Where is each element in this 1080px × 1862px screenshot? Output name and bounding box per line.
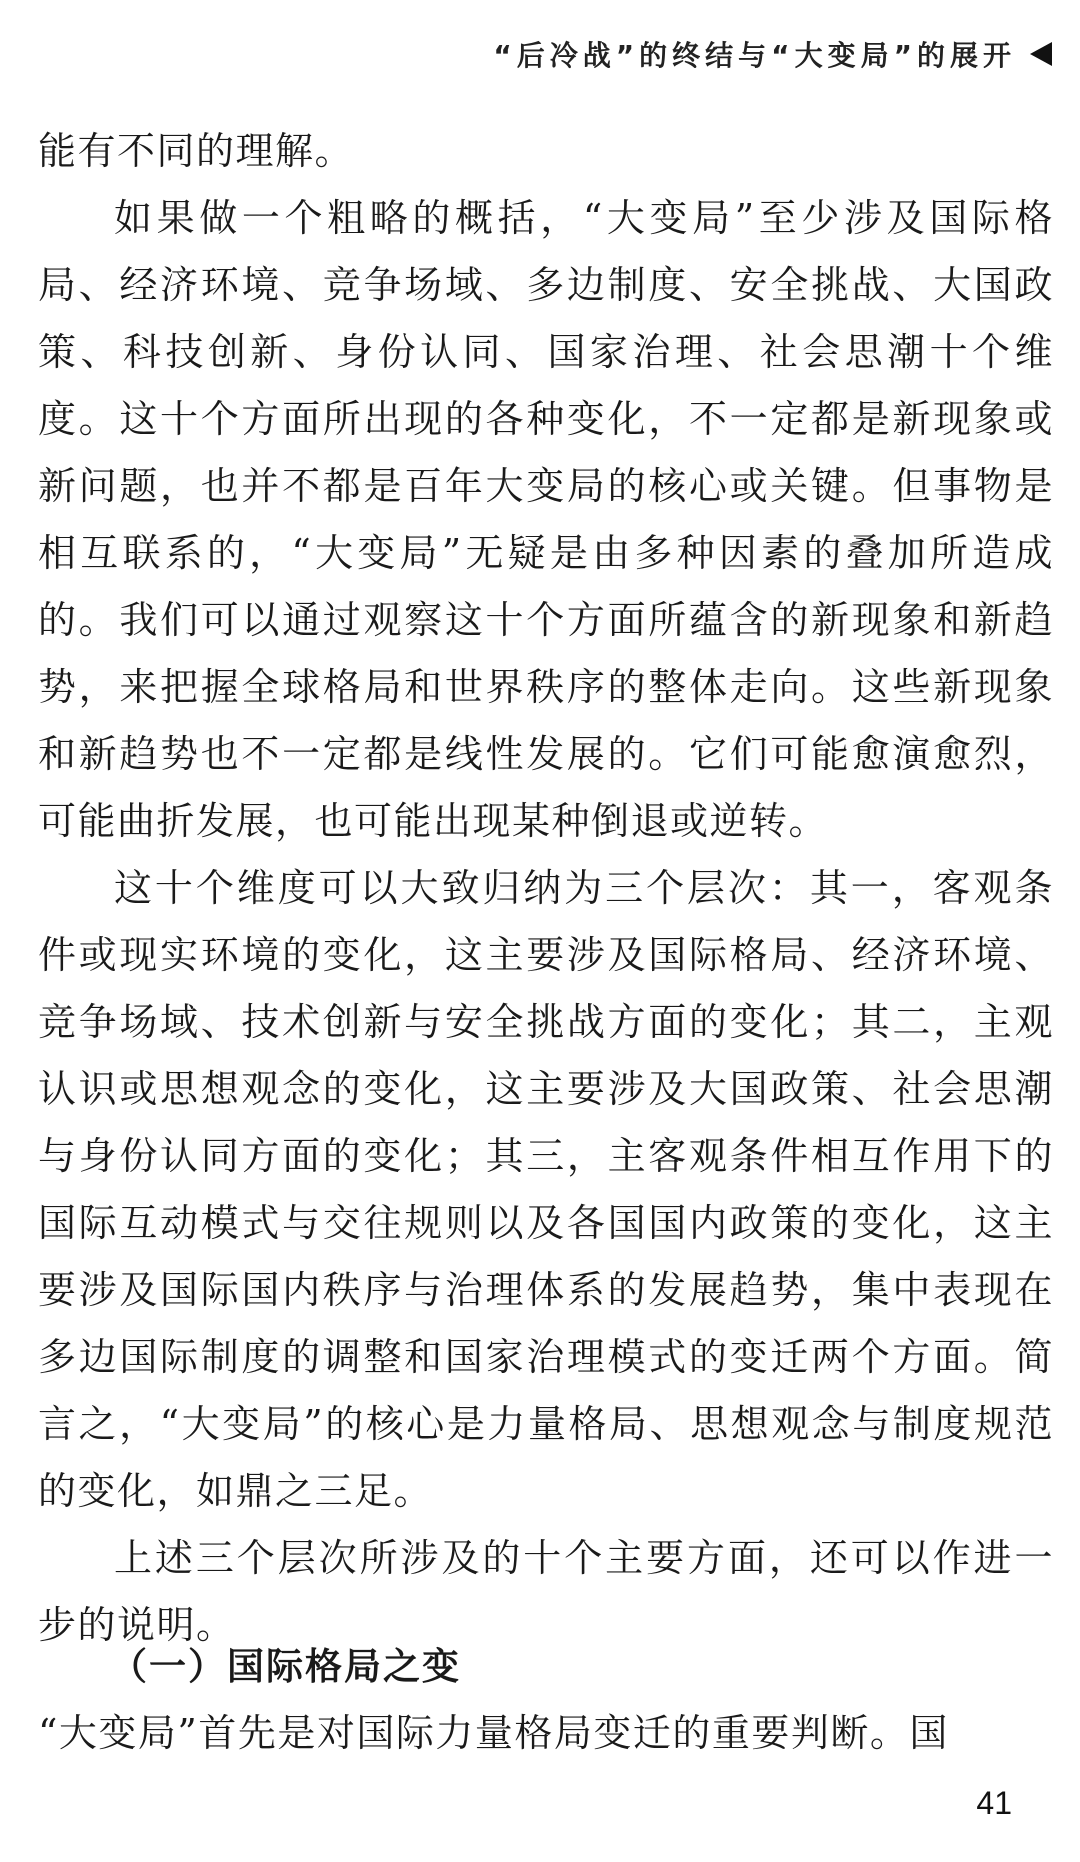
paragraph-dimensions: 如果做一个粗略的概括，“大变局”至少涉及国际格局、经济环境、竞争场域、多边制度、安全挑战、大国政策、科技创新、身份认同、国家治理、社会思潮十个维度。这十个方面所出现的各种变化，不一定都是新现象或新问题，也并不都是百年大变局的核心或关键。但事物是相互联系的，“大变局”无疑是由多种因素的叠加所造成的。我们可以通过观察这十个方面所蕴含的新现象和新趋势，来把握全球格局和世界秩序的整体走向。这些新现象和新趋势也不一定都是线性发展的。它们可能愈演愈烈，可能曲折发展，也可能出现某种倒退或逆转。 bbox=[38, 196, 1054, 843]
paragraph-continued: 能有不同的理解。 bbox=[38, 129, 355, 173]
running-header bbox=[493, 34, 1052, 74]
page-number: 41 bbox=[976, 1785, 1012, 1821]
body-text bbox=[38, 118, 1054, 1659]
paragraph-levels: 这十个维度可以大致归纳为三个层次：其一，客观条件或现实环境的变化，这主要涉及国际格局、经济环境、竞争场域、技术创新与安全挑战方面的变化；其二，主观认识或思想观念的变化，这主要涉及大国政策、社会思潮与身份认同方面的变化；其三，主客观条件相互作用下的国际互动模式与交往规则以及各国国内政策的变化，这主要涉及国际国内秩序与治理体系的发展趋势，集中表现在多边国际制度的调整和国家治理模式的变迁两个方面。简言之，“大变局”的核心是力量格局、思想观念与制度规范的变化，如鼎之三足。 bbox=[38, 866, 1054, 1513]
section-body bbox=[38, 1700, 1054, 1767]
section-first-paragraph: “大变局”首先是对国际力量格局变迁的重要判断。国 bbox=[38, 1711, 949, 1755]
left-triangle-icon bbox=[1030, 42, 1052, 66]
running-header-title: “后冷战”的终结与“大变局”的展开 bbox=[493, 39, 1016, 72]
section-heading: （一）国际格局之变 bbox=[110, 1645, 461, 1688]
paragraph-further: 上述三个层次所涉及的十个主要方面，还可以作进一步的说明。 bbox=[38, 1536, 1054, 1647]
